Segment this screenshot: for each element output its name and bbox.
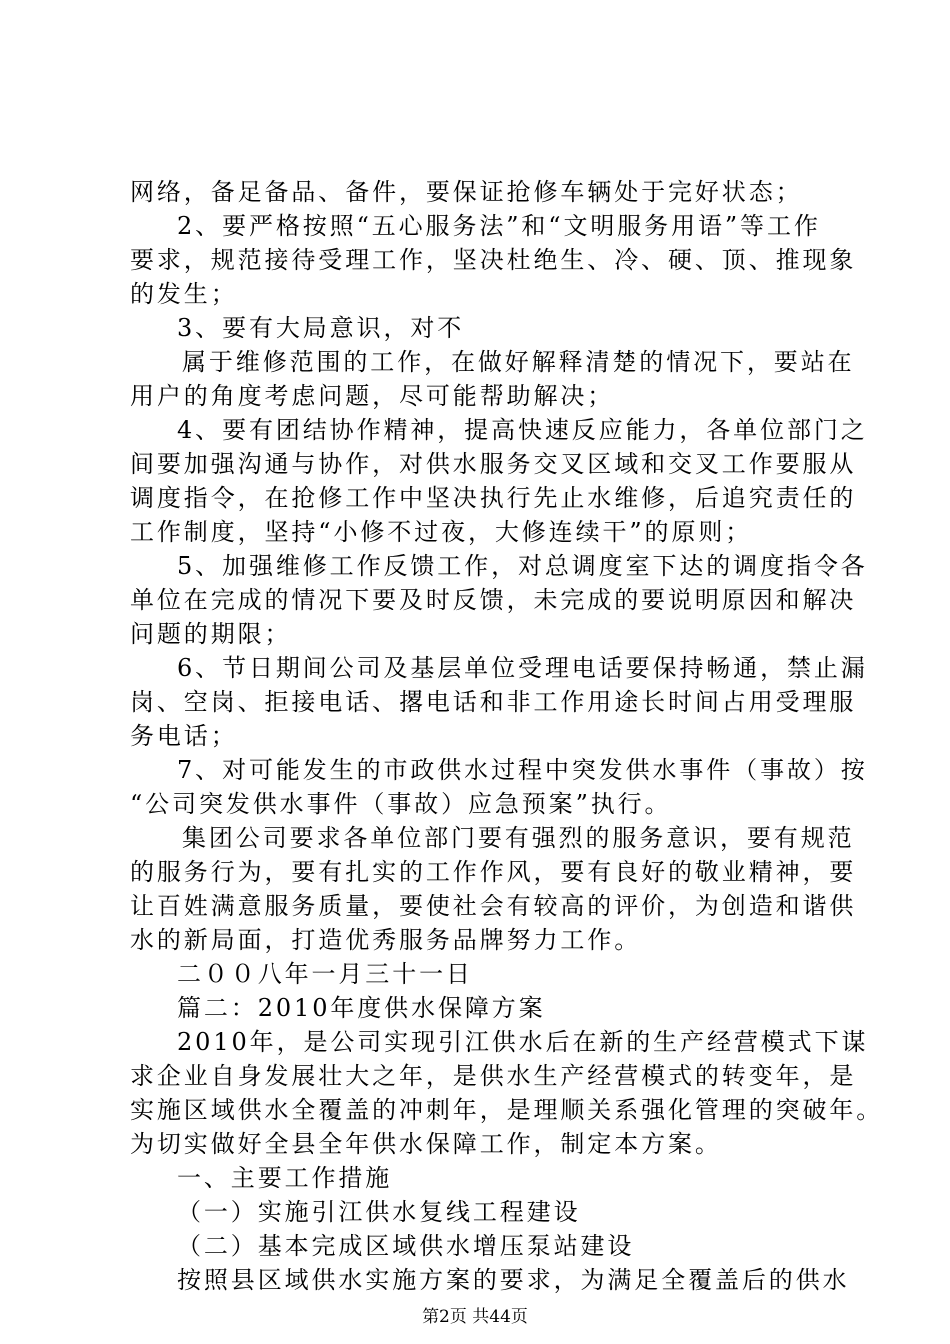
subsection-heading: （二）基本完成区域供水增压泵站建设 <box>177 1232 635 1260</box>
text-line: 求企业自身发展壮大之年，是供水生产经营模式的转变年，是 <box>130 1062 857 1090</box>
text-line: 7、对可能发生的市政供水过程中突发供水事件（事故）按 <box>177 756 868 784</box>
text-line: 属于维修范围的工作，在做好解释清楚的情况下，要站在 <box>182 348 855 376</box>
text-line: 2、要严格按照“五心服务法”和“文明服务用语”等工作 <box>177 212 821 240</box>
text-line: 5、加强维修工作反馈工作，对总调度室下达的调度指令各 <box>177 552 868 580</box>
text-line: 6、节日期间公司及基层单位受理电话要保持畅通，禁止漏 <box>177 654 868 682</box>
text-line: “公司突发供水事件（事故）应急预案”执行。 <box>130 790 672 818</box>
section-heading: 一、主要工作措施 <box>177 1164 393 1192</box>
text-line: 用户的角度考虑问题，尽可能帮助解决； <box>130 382 615 410</box>
text-line: 3、要有大局意识，对不 <box>177 314 465 342</box>
text-line: 集团公司要求各单位部门要有强烈的服务意识，要有规范 <box>182 824 855 852</box>
page-number: 第2页 共44页 <box>422 1307 528 1327</box>
date-line: 二００八年一月三十一日 <box>177 960 473 988</box>
text-line: 单位在完成的情况下要及时反馈，未完成的要说明原因和解决 <box>130 586 857 614</box>
text-line: 的服务行为，要有扎实的工作作风，要有良好的敬业精神，要 <box>130 858 857 886</box>
text-line: 务电话； <box>130 722 238 750</box>
text-line: 为切实做好全县全年供水保障工作，制定本方案。 <box>130 1130 722 1158</box>
text-line: 2010年，是公司实现引江供水后在新的生产经营模式下谋 <box>177 1028 869 1056</box>
text-line: 实施区域供水全覆盖的冲刺年，是理顺关系强化管理的突破年。 <box>130 1096 884 1124</box>
text-line: 按照县区域供水实施方案的要求，为满足全覆盖后的供水 <box>177 1266 850 1294</box>
text-line: 让百姓满意服务质量，要使社会有较高的评价，为创造和谐供 <box>130 892 857 920</box>
text-line: 要求，规范接待受理工作，坚决杜绝生、冷、硬、顶、推现象 <box>130 246 857 274</box>
text-line: 网络，备足备品、备件，要保证抢修车辆处于完好状态； <box>130 178 803 206</box>
text-line: 的发生； <box>130 280 238 308</box>
text-line: 工作制度，坚持“小修不过夜，大修连续干”的原则； <box>130 518 753 546</box>
text-line: 岗、空岗、拒接电话、撂电话和非工作用途长时间占用受理服 <box>130 688 857 716</box>
subsection-heading: （一）实施引江供水复线工程建设 <box>177 1198 581 1226</box>
text-line: 间要加强沟通与协作，对供水服务交叉区域和交叉工作要服从 <box>130 450 857 478</box>
text-line: 4、要有团结协作精神，提高快速反应能力，各单位部门之 <box>177 416 868 444</box>
section-heading: 篇二：2010年度供水保障方案 <box>177 994 546 1022</box>
text-line: 调度指令，在抢修工作中坚决执行先止水维修，后追究责任的 <box>130 484 857 512</box>
text-line: 水的新局面，打造优秀服务品牌努力工作。 <box>130 926 642 954</box>
text-line: 问题的期限； <box>130 620 292 648</box>
